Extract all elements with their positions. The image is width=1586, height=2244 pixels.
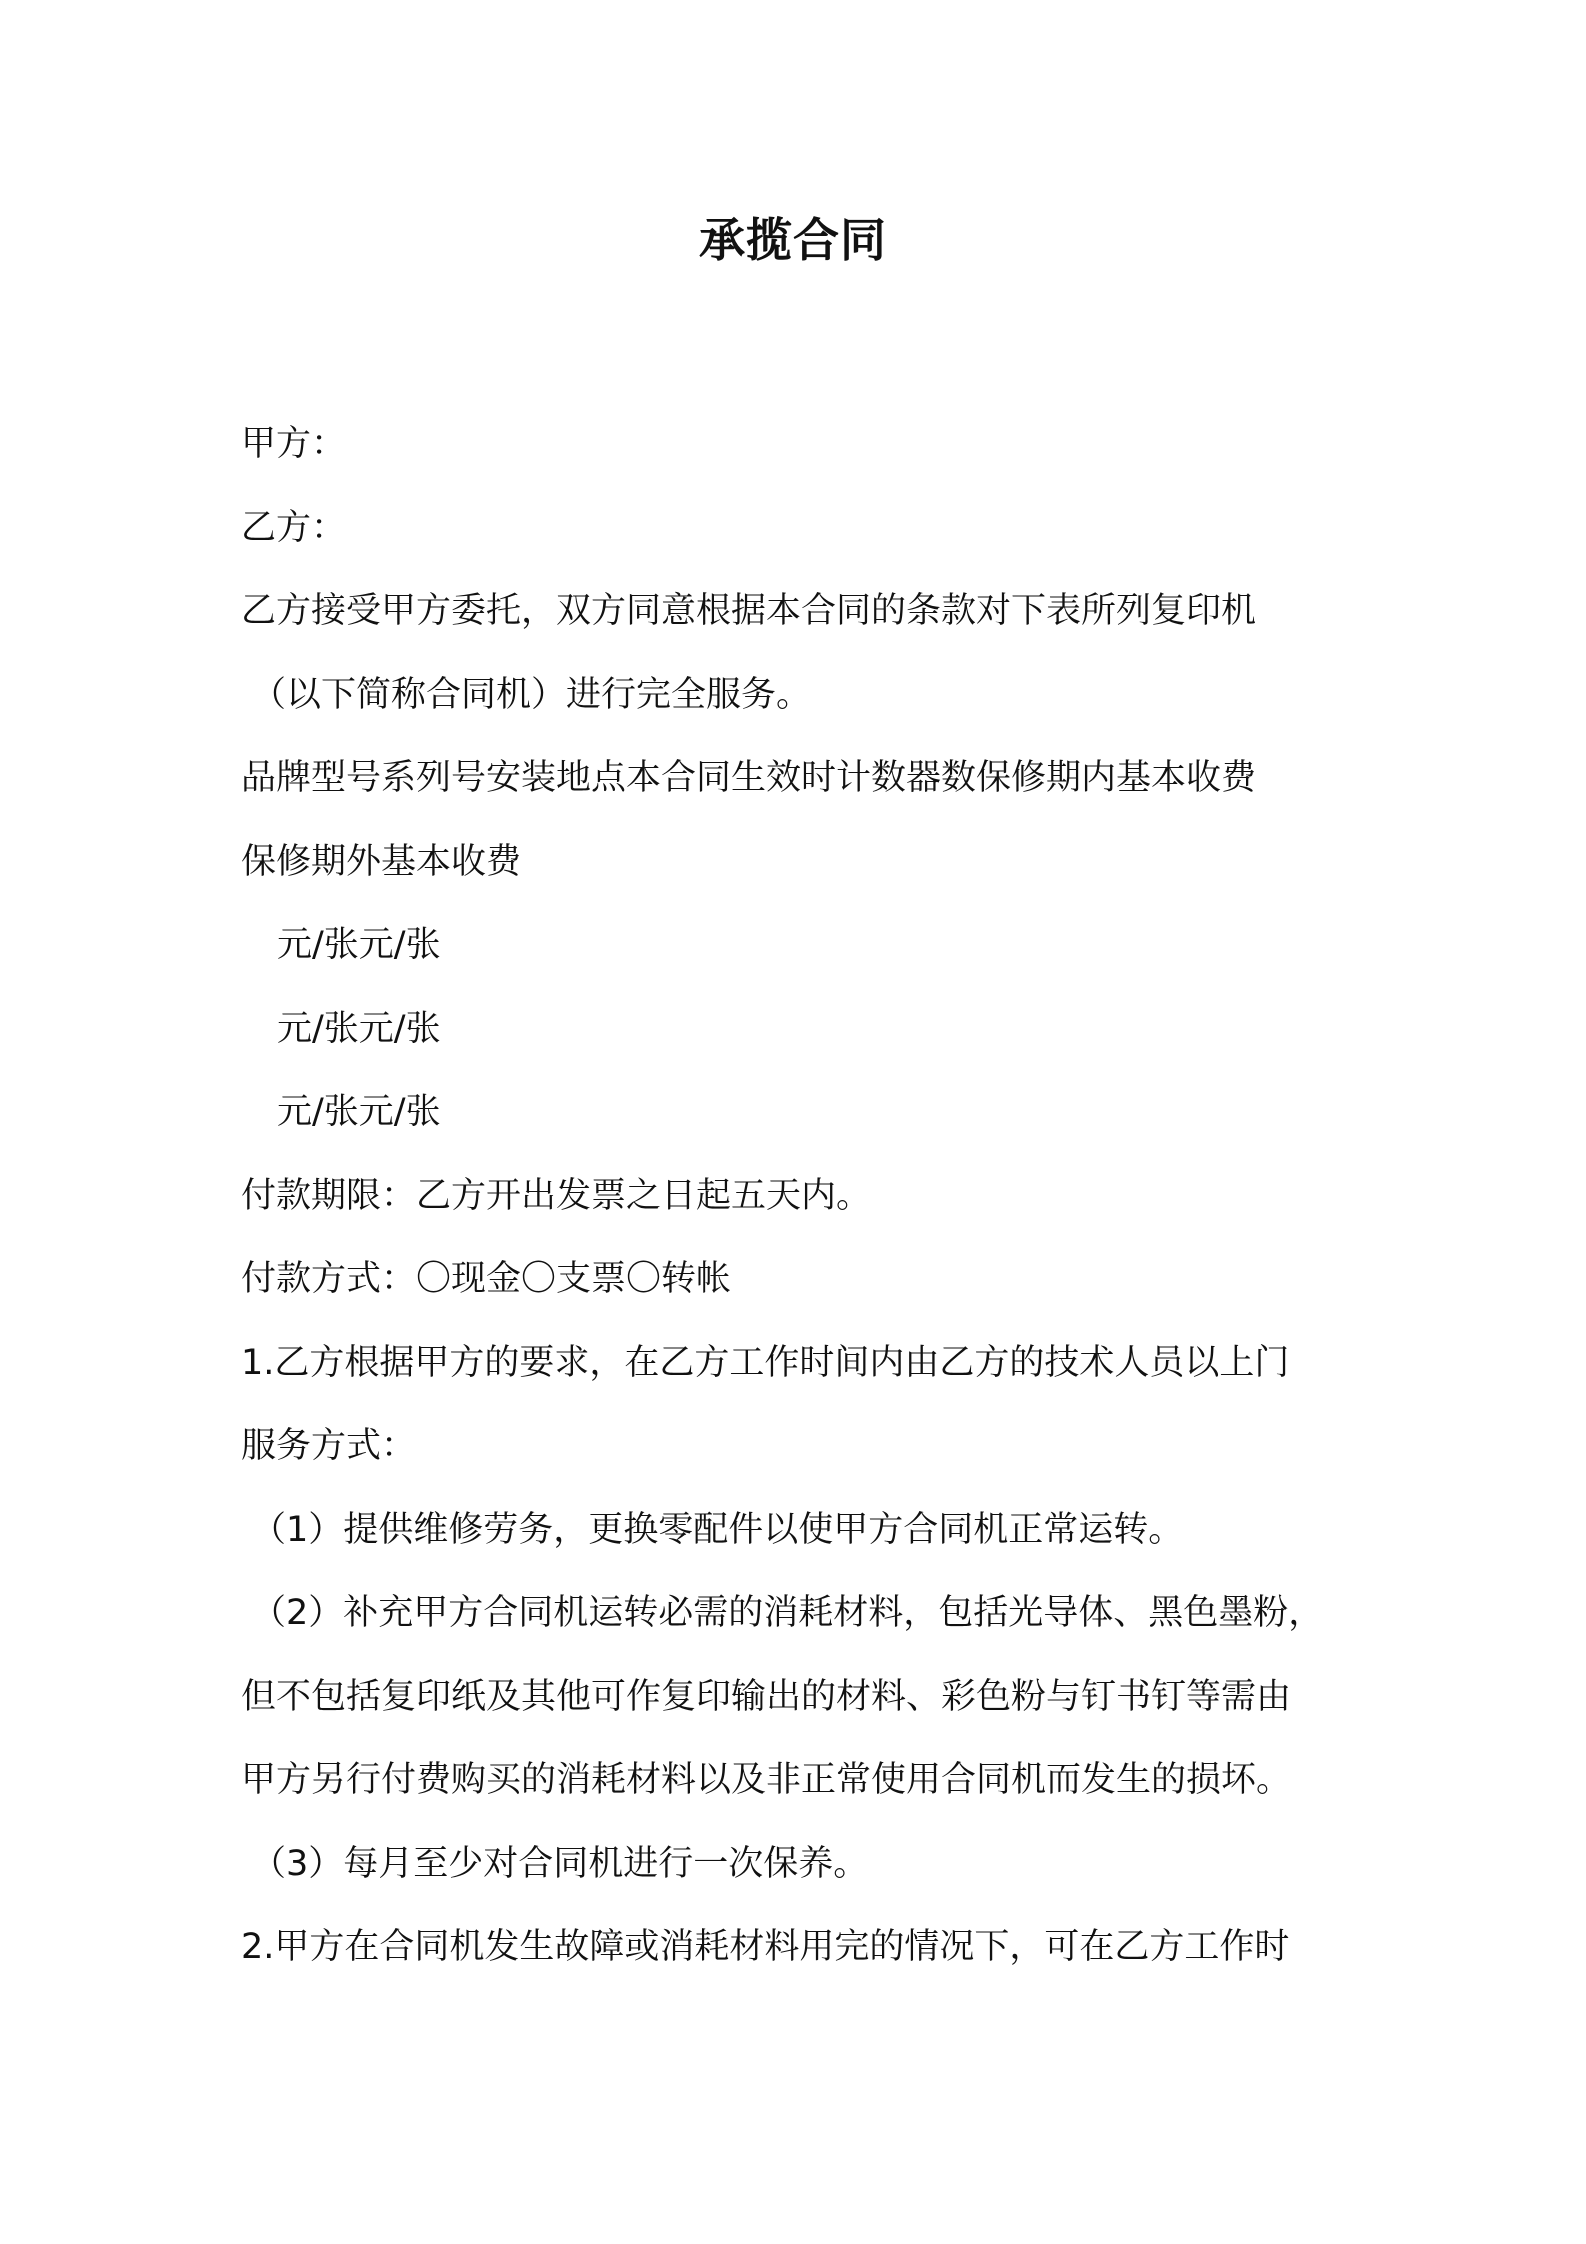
clause-1-line-2: 服务方式： [241,1426,417,1466]
clause-1-item-3: （3）每月至少对合同机进行一次保养。 [251,1843,869,1884]
payment-term-line: 付款期限：乙方开出发票之日起五天内。 [241,1175,872,1216]
table-header-line-1: 品牌型号系列号安装地点本合同生效时计数器数保修期内基本收费 [241,758,1257,798]
clause-1-item-2-line-2: 但不包括复印纸及其他可作复印输出的材料、彩色粉与钉书钉等需由 [241,1676,1292,1717]
clause-1-item-1: （1）提供维修劳务，更换零配件以使甲方合同机正常运转。 [251,1509,1184,1550]
party-b-line: 乙方： [241,507,347,548]
payment-method-line: 付款方式：〇现金〇支票〇转帐 [241,1259,732,1299]
price-row-2: 元/张元/张 [277,1008,441,1049]
price-row-1: 元/张元/张 [277,925,441,965]
price-row-3: 元/张元/张 [277,1092,441,1132]
document-title: 承揽合同 [699,213,887,267]
clause-1-line-1: 1.乙方根据甲方的要求，在乙方工作时间内由乙方的技术人员以上门 [241,1342,1290,1383]
clause-1-item-2-line-3: 甲方另行付费购买的消耗材料以及非正常使用合同机而发生的损坏。 [241,1760,1292,1800]
document-body [241,403,1381,1990]
intro-line-1: 乙方接受甲方委托，双方同意根据本合同的条款对下表所列复印机 [241,591,1257,631]
clause-2-line-1: 2.甲方在合同机发生故障或消耗材料用完的情况下，可在乙方工作时 [241,1927,1290,1967]
intro-line-2: （以下简称合同机）进行完全服务。 [251,674,812,715]
table-header-line-2: 保修期外基本收费 [241,841,522,882]
party-a-line: 甲方： [241,424,347,464]
clause-1-item-2-line-1: （2）补充甲方合同机运转必需的消耗材料，包括光导体、黑色墨粉， [251,1593,1324,1633]
